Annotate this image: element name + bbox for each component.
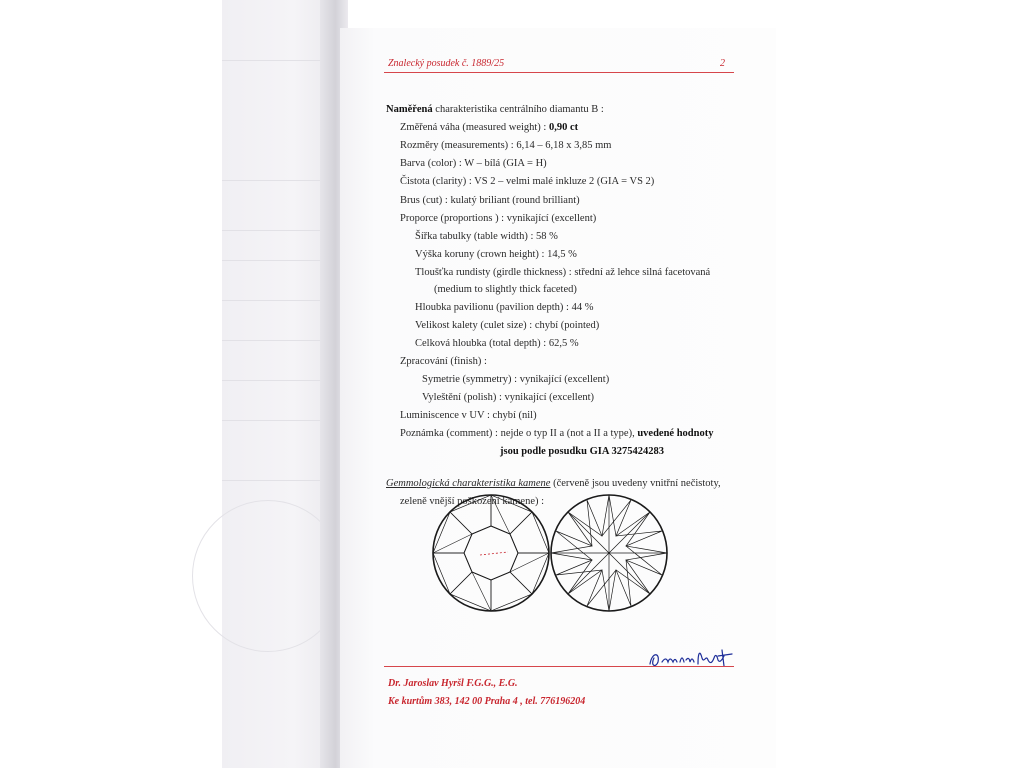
- footer-address: Ke kurtům 383, 142 00 Praha 4 , tel. 776196204: [388, 696, 586, 707]
- proportions-row: Proporce (proportions ) : vynikající (excellent): [400, 213, 597, 224]
- footer-author: Dr. Jaroslav Hyršl F.G.G., E.G.: [388, 678, 518, 689]
- weight-row: [400, 121, 578, 134]
- finish-row: Zpracování (finish) :: [400, 356, 487, 367]
- ghost-line: [222, 300, 332, 301]
- pavilion-view-diagram: [548, 492, 670, 614]
- comment-row-2: [500, 445, 664, 458]
- color-row: Barva (color) : W – bílá (GIA = H): [400, 158, 547, 169]
- header-rule: [384, 72, 734, 73]
- crown-height-row: Výška koruny (crown height) : 14,5 %: [415, 249, 577, 260]
- gemmology-line-2: zeleně vnější poškození kamene) :: [400, 496, 545, 507]
- comment-row: [400, 427, 713, 440]
- table-width-row: Šířka tabulky (table width) : 58 %: [415, 231, 558, 242]
- section-heading: [386, 103, 604, 116]
- signature: [646, 644, 736, 672]
- comment-label: Poznámka (comment) : nejde o typ II a (not a II a type),: [400, 428, 638, 439]
- ghost-line: [222, 260, 332, 261]
- pavilion-depth-row: Hloubka pavilionu (pavilion depth) : 44 %: [415, 302, 594, 313]
- gemmology-title: Gemmologická charakteristika kamene: [386, 478, 551, 489]
- comment-bold: uvedené hodnoty: [637, 428, 714, 439]
- culet-row: Velikost kalety (culet size) : chybí (pointed): [415, 320, 600, 331]
- total-depth-row: Celková hloubka (total depth) : 62,5 %: [415, 338, 579, 349]
- page-number: 2: [720, 58, 725, 69]
- polish-row: Vyleštění (polish) : vynikající (excellent): [422, 392, 595, 403]
- girdle-row: Tloušťka rundisty (girdle thickness) : střední až lehce silná facetovaná: [415, 267, 711, 278]
- gemmology-rest: (červeně jsou uvedeny vnitřní nečistoty,: [550, 478, 721, 489]
- symmetry-row: Symetrie (symmetry) : vynikající (excellent): [422, 374, 610, 385]
- footer-rule: [384, 666, 734, 667]
- clarity-row: Čistota (clarity) : VS 2 – velmi malé inkluze 2 (GIA = VS 2): [400, 176, 655, 187]
- girdle-row-2: (medium to slightly thick faceted): [434, 284, 577, 295]
- weight-value: 0,90 ct: [548, 122, 579, 133]
- section-heading-bold: Naměřená: [386, 104, 433, 115]
- cut-row: Brus (cut) : kulatý briliant (round brilliant): [400, 195, 580, 206]
- ghost-line: [222, 380, 332, 381]
- crown-view-diagram: [430, 492, 552, 614]
- luminescence-row: Luminiscence v UV : chybí (nil): [400, 410, 537, 421]
- comment-bold-2: jsou podle posudku GIA 3275424283: [500, 446, 664, 457]
- section-heading-rest: charakteristika centrálního diamantu B :: [432, 104, 604, 115]
- weight-label: Změřená váha (measured weight) :: [400, 122, 549, 133]
- ghost-line: [222, 420, 332, 421]
- ghost-line: [222, 180, 332, 181]
- document-page: [340, 28, 776, 768]
- ghost-line: [222, 340, 332, 341]
- ghost-line: [222, 60, 332, 61]
- measurements-row: Rozměry (measurements) : 6,14 – 6,18 x 3,85 mm: [400, 140, 612, 151]
- gemmology-heading: [386, 477, 721, 490]
- ghost-line: [222, 480, 332, 481]
- header-title: Znalecký posudek č. 1889/25: [388, 58, 505, 69]
- ghost-line: [222, 230, 332, 231]
